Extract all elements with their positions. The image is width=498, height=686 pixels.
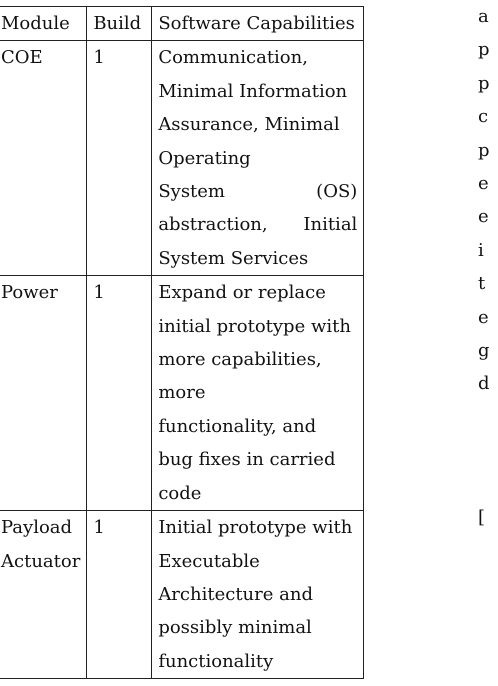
capability-line: System (OS): [158, 181, 358, 203]
adjacent-line: [478, 401, 498, 434]
adjacent-line: t: [478, 273, 486, 295]
capability-line: abstraction, Initial: [158, 214, 358, 236]
capability-line: possibly minimal: [158, 617, 312, 639]
capabilities-cell: [152, 511, 364, 679]
build-cell: 1: [87, 276, 152, 511]
table-row-power: [0, 276, 364, 511]
capability-line: Architecture and: [158, 583, 313, 605]
module-cell: [0, 276, 87, 511]
adjacent-line: d: [478, 373, 490, 395]
capabilities-cell: [152, 41, 364, 276]
capabilities-cell: [152, 276, 364, 511]
adjacent-line: p: [478, 72, 490, 94]
build-cell: 1: [87, 511, 152, 679]
adjacent-line: g: [478, 340, 490, 362]
module-cell: [0, 511, 87, 679]
capability-line: System Services: [158, 247, 309, 269]
adjacent-line: p: [478, 39, 490, 61]
capability-line: code: [158, 482, 202, 504]
adjacent-line: [: [478, 507, 486, 529]
adjacent-line: i: [478, 239, 484, 261]
capability-line: functionality, and: [158, 415, 317, 437]
header-build: Build: [87, 7, 152, 41]
adjacent-line: [478, 468, 498, 501]
header-module: Module: [0, 7, 87, 41]
module-line: Payload: [1, 517, 73, 539]
capability-line: more: [158, 382, 206, 404]
module-cell: [0, 41, 87, 276]
header-software-capabilities: Software Capabilities: [152, 7, 364, 41]
adjacent-line: p: [478, 139, 490, 161]
adjacent-line: e: [478, 306, 489, 328]
adjacent-line: e: [478, 206, 489, 228]
capabilities-table: [0, 6, 364, 679]
adjacent-line: e: [478, 173, 489, 195]
capability-line: Expand or replace: [158, 282, 326, 304]
build-cell: 1: [87, 41, 152, 276]
capability-line: Minimal Information: [158, 80, 348, 102]
capability-line: Initial prototype with: [158, 517, 353, 539]
capability-line: Assurance, Minimal: [158, 114, 340, 136]
capability-line: Executable: [158, 550, 260, 572]
module-line: Actuator: [1, 550, 81, 572]
adjacent-line: [478, 434, 498, 467]
capability-line: bug fixes in carried: [158, 449, 336, 471]
adjacent-column-text: [478, 0, 498, 535]
table-row-payload-actuator: [0, 511, 364, 679]
capability-line: functionality: [158, 650, 274, 672]
adjacent-line: a: [478, 6, 489, 27]
capability-line: Communication,: [158, 47, 308, 69]
module-line: Power: [1, 282, 58, 304]
capability-line: more capabilities,: [158, 349, 322, 371]
module-line: COE: [1, 47, 43, 69]
adjacent-line: c: [478, 106, 489, 128]
capability-line: Operating: [158, 147, 251, 169]
capability-line: initial prototype with: [158, 315, 351, 337]
table-row-coe: [0, 41, 364, 276]
table-header-row: [0, 7, 364, 41]
